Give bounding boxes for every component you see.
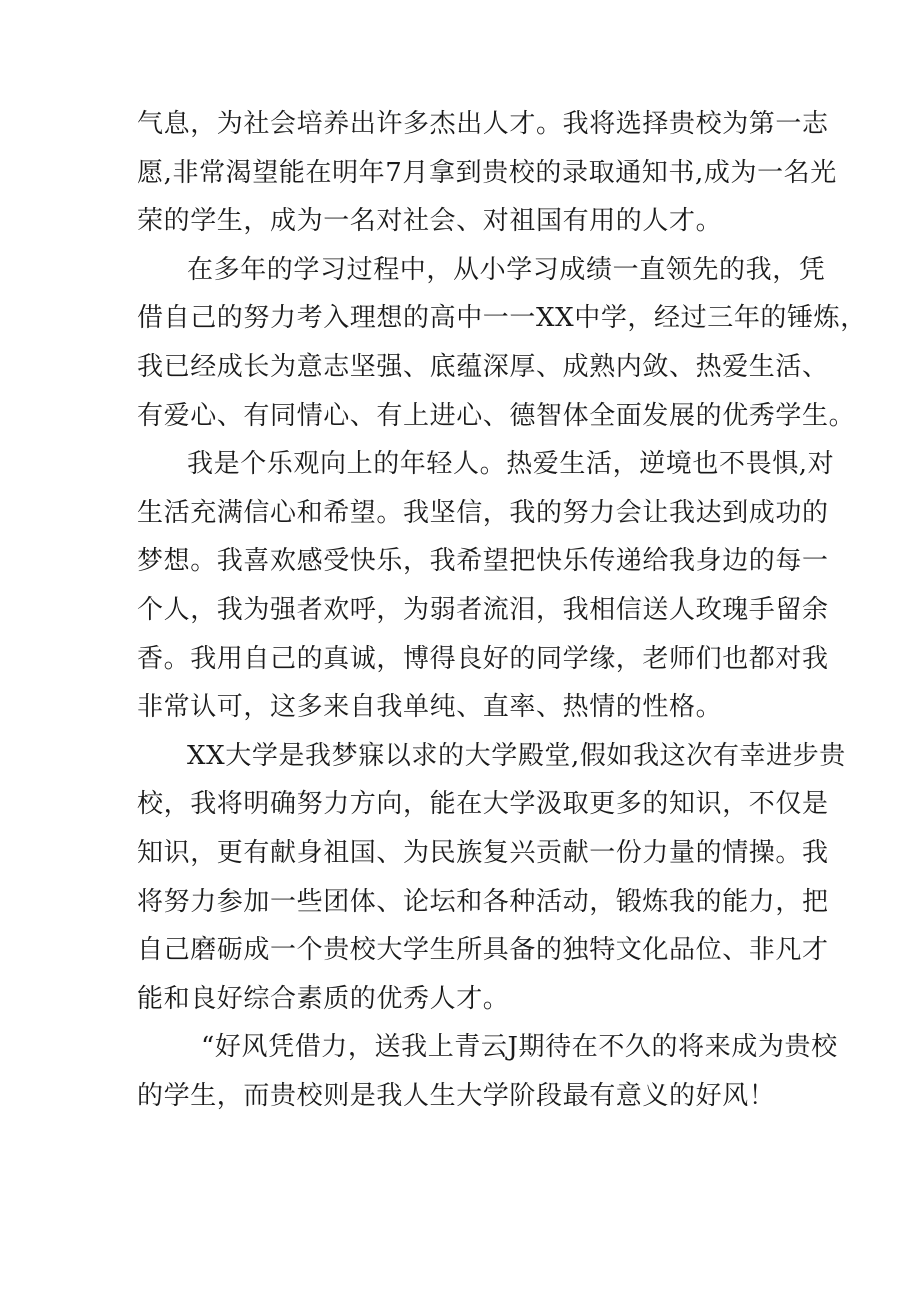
text-line: 借自己的努力考入理想的高中一一XX中学，经过三年的锤炼，	[137, 303, 867, 334]
text-line: 愿,非常渴望能在明年7月拿到贵校的录取通知书,成为一名光	[137, 157, 837, 188]
paragraph-4	[137, 732, 846, 1024]
text-line: 梦想。我喜欢感受快乐，我希望把快乐传递给我身边的每一	[137, 546, 829, 577]
text-line: 荣的学生，成为一名对社会、对祖国有用的人才。	[137, 206, 723, 237]
text-line: 能和良好综合素质的优秀人才。	[137, 983, 510, 1014]
text-line: 香。我用自己的真诚，博得良好的同学缘，老师们也都对我	[137, 643, 829, 674]
text-line: 我是个乐观向上的年轻人。热爱生活，逆境也不畏惧,对	[187, 449, 835, 480]
text-line: 生活充满信心和希望。我坚信，我的努力会让我达到成功的	[137, 497, 829, 528]
text-line: 我已经成长为意志坚强、底蕴深厚、成熟内敛、热爱生活、	[137, 351, 829, 382]
text-line: 非常认可，这多来自我单纯、直率、热情的性格。	[137, 692, 723, 723]
text-line: 知识，更有献身祖国、为民族复兴贡献一份力量的情操。我	[137, 837, 829, 868]
text-line: 将努力参加一些团体、论坛和各种活动，锻炼我的能力，把	[137, 886, 829, 917]
text-line: 在多年的学习过程中，从小学习成绩一直领先的我，凭	[187, 254, 826, 285]
text-line: 个人，我为强者欢呼，为弱者流泪，我相信送人玫瑰手留余	[137, 594, 829, 625]
text-line: 自己磨砺成一个贵校大学生所具备的独特文化品位、非凡才	[137, 935, 829, 966]
text-line: “好风凭借力，送我上青云J期待在不久的将来成为贵校	[201, 1032, 838, 1063]
paragraph-5	[137, 1023, 838, 1120]
document-body	[137, 100, 867, 1120]
paragraph-2	[137, 246, 867, 440]
paragraph-1	[137, 100, 837, 246]
text-line: 有爱心、有同情心、有上进心、德智体全面发展的优秀学生。	[137, 400, 856, 431]
text-line: 的学生，而贵校则是我人生大学阶段最有意义的好风！	[137, 1080, 776, 1111]
text-line: 校，我将明确努力方向，能在大学汲取更多的知识，不仅是	[137, 789, 829, 820]
paragraph-3	[137, 440, 835, 732]
text-line: 气息，为社会培养出许多杰出人才。我将选择贵校为第一志	[137, 109, 829, 139]
text-line: XX大学是我梦寐以求的大学殿堂,假如我这次有幸进步贵	[187, 740, 846, 771]
